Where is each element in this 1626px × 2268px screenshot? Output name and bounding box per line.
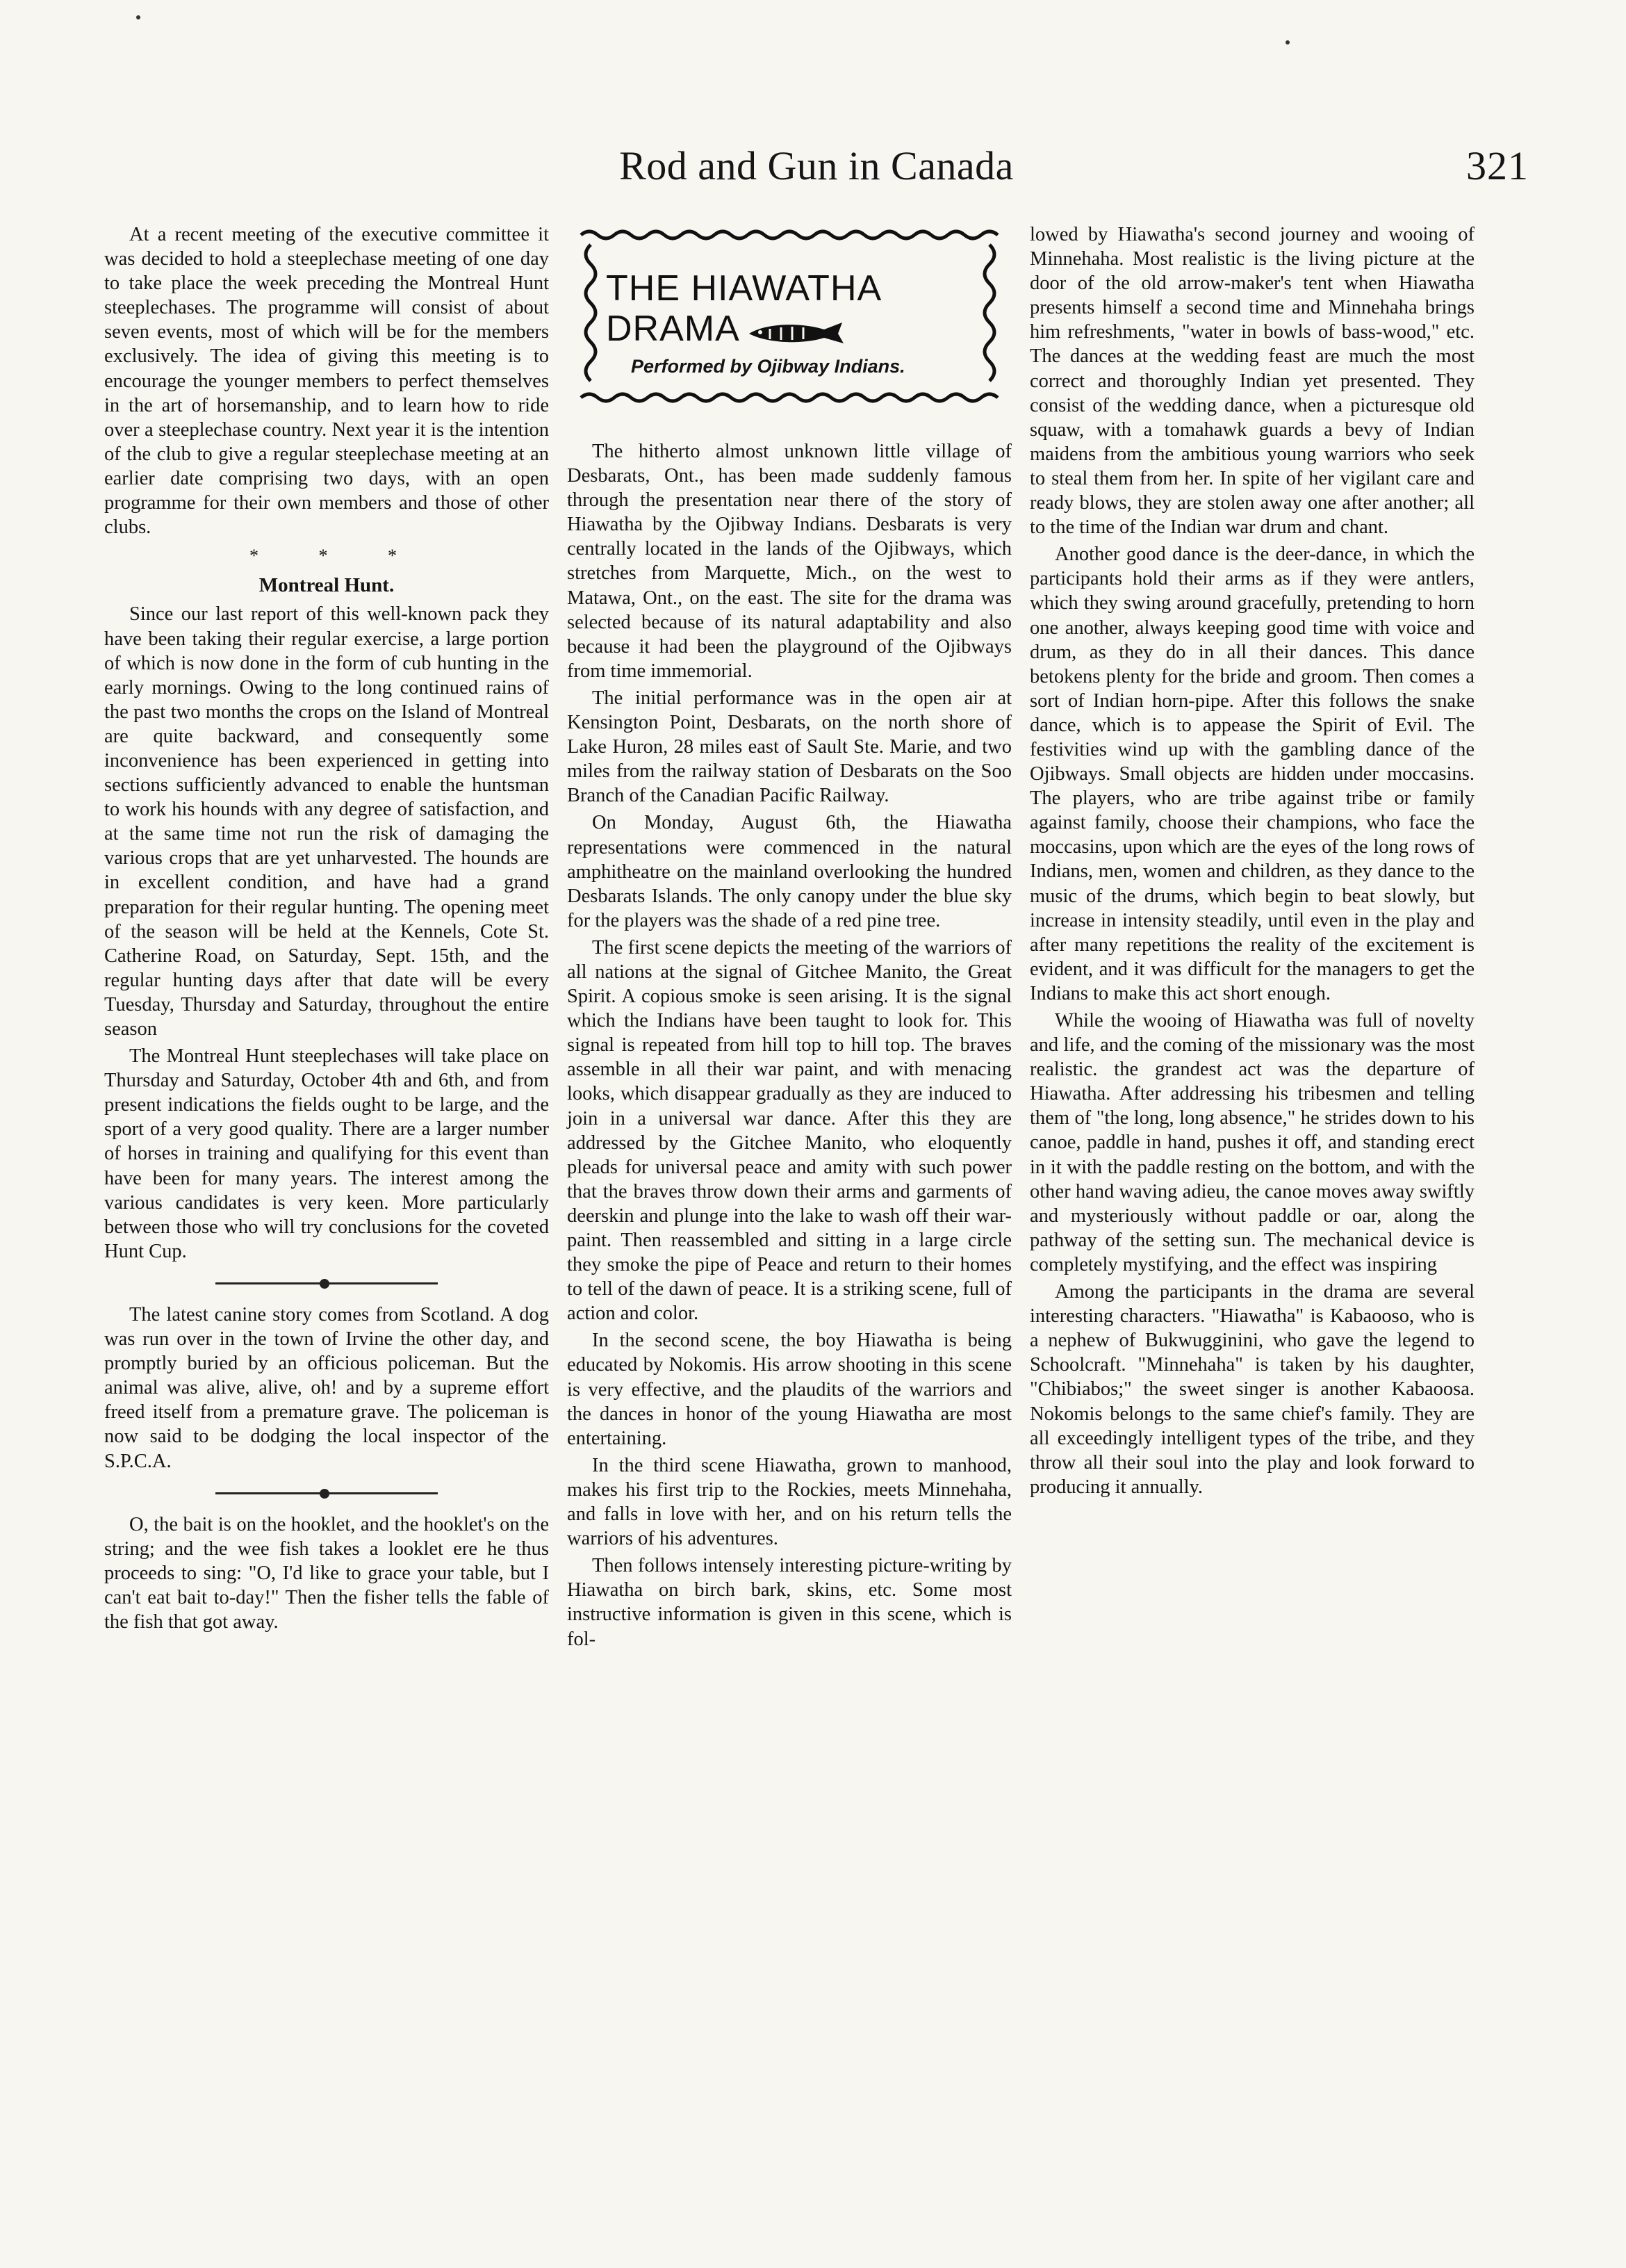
column-left	[104, 222, 549, 1634]
print-speck	[136, 15, 140, 19]
paragraph: In the second scene, the boy Hiawatha is being educated by Nokomis. His arrow shooting in this scene is very effective, and the plaudits of the warriors and the dances in honor of the young Hiawatha are most entertaining.	[567, 1330, 1012, 1449]
paragraph: While the wooing of Hiawatha was full of novelty and life, and the coming of the missionary was the most realistic. the grandest act was the departure of Hiawatha. After addressing his tribesmen and telling them of "the long, long absence," he strides down to his canoe, paddle in hand, pushes it off, and standing erect in it with the paddle resting on the bottom, and with the other hand waving adieu, the canoe moves away swiftly and mysteriously without paddle or oar, along the pathway of the setting sun. The mechanical device is completely mystifying, and the effect was inspiring	[1030, 1010, 1475, 1275]
fish-ornament-icon	[746, 318, 851, 346]
paragraph: Another good dance is the deer-dance, in which the participants hold their arms as if they were antlers, which they swing around gracefully, pretending to horn one another, always keeping good time with voice and drum, as they do in all their dances. This dance betokens plenty for the bride and groom. Then comes a sort of Indian horn-pipe. After this follows the snake dance, which is to appease the Spirit of Evil. The festivities wind up with the gambling dance of the Ojibways. Small objects are hidden under moccasins. The players, who are tribe against tribe or family against family, choose their champions, who face the moccasins, upon which are the eyes of the long rows of Indians, men, women and children, as they dance to the music of the drums, which begin to beat slowly, but increase in intensity steadily, until even in the play and after many repetitions the reality of the excitement is evident, and it was difficult for the managers to get the Indians to make this act short enough.	[1030, 544, 1475, 1004]
paragraph: The initial performance was in the open air at Kensington Point, Desbarats, on the north shore of Lake Huron, 28 miles east of Sault Ste. Marie, and two miles from the railway station of Desbarats on the Soo Branch of the Canadian Pacific Railway.	[567, 687, 1012, 807]
running-title: Rod and Gun in Canada	[619, 143, 1014, 188]
section-separator-stars: * * *	[249, 546, 425, 566]
paragraph: O, the bait is on the hooklet, and the hooklet's on the string; and the wee fish takes a looklet ere he thus proceeds to sing: "O, I'd like to grace your table, but I can't eat bait to-day!" Then the fisher tells the fable of the fish that got away.	[104, 1513, 549, 1633]
paragraph: Since our last report of this well-known pack they have been taking their regular exercise, a large portion of which is now done in the form of cub hunting in the early mornings. Owing to the long continued rains of the past two months the crops on the Island of Montreal are quite backward, and consequently some inconvenience has been experienced in getting into sections sufficiently advanced to enable the huntsman to work his hounds with any degree of satisfaction, and at the same time not run the risk of damaging the various crops that are yet unharvested. The hounds are in excellent condition, and have had a grand preparation for their regular hunting. The opening meet of the season will be held at the Kennels, Cote St. Catherine Road, on Saturday, Sept. 15th, and the regular hunting days after that date will be every Tuesday, Thursday and Saturday, throughout the entire season	[104, 603, 549, 1040]
paragraph-continued: lowed by Hiawatha's second journey and wooing of Minnehaha. Most realistic is the living picture at the door of the old arrow-maker's tent when Hiawatha presents himself a second time and Minnehaha brings him refreshments, "water in bowls of bass-wood," etc. The dances at the wedding feast are much the most correct and thoroughly Indian yet presented. They consist of the wedding dance, when a picturesque old squaw, with a tomahawk guards a bevy of Indian maidens from the ambitious young warriors who seek to steal them from her. In spite of her vigilant care and ready blows, they are stolen away one after another; all to the time of the Indian war drum and chant.	[1030, 224, 1475, 539]
column-right	[1030, 222, 1475, 1499]
page-number: 321	[1466, 143, 1529, 188]
column-middle	[567, 222, 1012, 1651]
section-heading: Montreal Hunt.	[258, 574, 395, 597]
article-subtitle: Performed by Ojibway Indians.	[631, 356, 905, 377]
paragraph: In the third scene Hiawatha, grown to manhood, makes his first trip to the Rockies, meets Minnehaha, and falls in love with her, and on his return tells the warriors of his adventures.	[567, 1454, 1012, 1550]
paragraph: Then follows intensely interesting picture-writing by Hiawatha on birch bark, skins, etc. Some most instructive information is given in this scene, which is fol-	[567, 1555, 1012, 1650]
section-divider	[215, 1486, 438, 1500]
paragraph: The Montreal Hunt steeplechases will take place on Thursday and Saturday, October 4th and 6th, and from present indications the fields ought to be large, and the sport of a very good quality. There are a larger number of horses in training and qualifying for this event than have been for many years. The interest among the various candidates is very keen. More particularly between those who will try conclusions for the coveted Hunt Cup.	[104, 1045, 549, 1262]
paragraph: The first scene depicts the meeting of the warriors of all nations at the signal of Gitchee Manito, the Great Spirit. A copious smoke is seen arising. It is the signal which the Indians have been taught to look for. This signal is repeated from hill top to hill top. The braves assemble in all their war paint, and with menacing looks, which disappear gradually as they are induced to join in a universal war dance. After this they are addressed by the Gitchee Manito, who eloquently pleads for universal peace and amity with such power that the braves throw down their arms and garments of deerskin and plunge into the lake to wash off their war-paint. Then reassembled and sitting in a large circle they smoke the pipe of Peace and return to their homes to tell of the dawn of peace. It is a striking scene, full of action and color.	[567, 936, 1012, 1325]
section-divider	[215, 1276, 438, 1290]
paragraph: The hitherto almost unknown little village of Desbarats, Ont., has been made suddenly famous through the presentation near there of the story of Hiawatha by the Ojibway Indians. Desbarats is very centrally located in the lands of the Ojibways, which stretches from Marquette, Mich., on the west to Matawa, Ont., on the east. The site for the drama was selected because of its natural adaptability and also because it had been the playground of the Ojibways from time immemorial.	[567, 441, 1012, 682]
article-title-line-1: THE HIAWATHA	[606, 268, 882, 309]
paragraph: The latest canine story comes from Scotland. A dog was run over in the town of Irvine the other day, and promptly buried by an officious policeman. But the animal was alive, alive, oh! and by a supreme effort freed itself from a premature grave. The policeman is now said to be dodging the local inspector of the S.P.C.A.	[104, 1303, 549, 1472]
paragraph: At a recent meeting of the executive committee it was decided to hold a steeplechase meeting of one day to take place the week preceding the Montreal Hunt steeplechases. The programme will consist of about seven events, most of which will be for the members exclusively. The idea of giving this meeting is to encourage the younger members to perfect themselves in the art of horsemanship, and to learn how to ride over a steeplechase country. Next year it is the intention of the club to give a regular steeplechase meeting at an earlier date comprising two days, with an open programme for their own members and those of other clubs.	[104, 224, 549, 539]
paragraph: Among the participants in the drama are several interesting characters. "Hiawatha" is Kabaooso, who is a nephew of Bukwugginini, who gave the legend to Schoolcraft. "Minnehaha" is taken by his daughter, "Chibiabos;" the sweet singer is another Kabaoosa. Nokomis belongs to the same chief's family. They are all exceedingly intelligent types of the tribe, and they throw all their soul into the play and look forward to producing it annually.	[1030, 1281, 1475, 1498]
article-title-box	[567, 224, 1012, 411]
article-title-line-2: DRAMA	[606, 309, 740, 349]
page-header	[104, 142, 1529, 205]
print-speck	[1286, 40, 1290, 44]
paragraph: On Monday, August 6th, the Hiawatha representations were commenced in the natural amphitheatre on the mainland overlooking the hundred Desbarats Islands. The only canopy under the blue sky for the players was the shade of a red pine tree.	[567, 812, 1012, 931]
